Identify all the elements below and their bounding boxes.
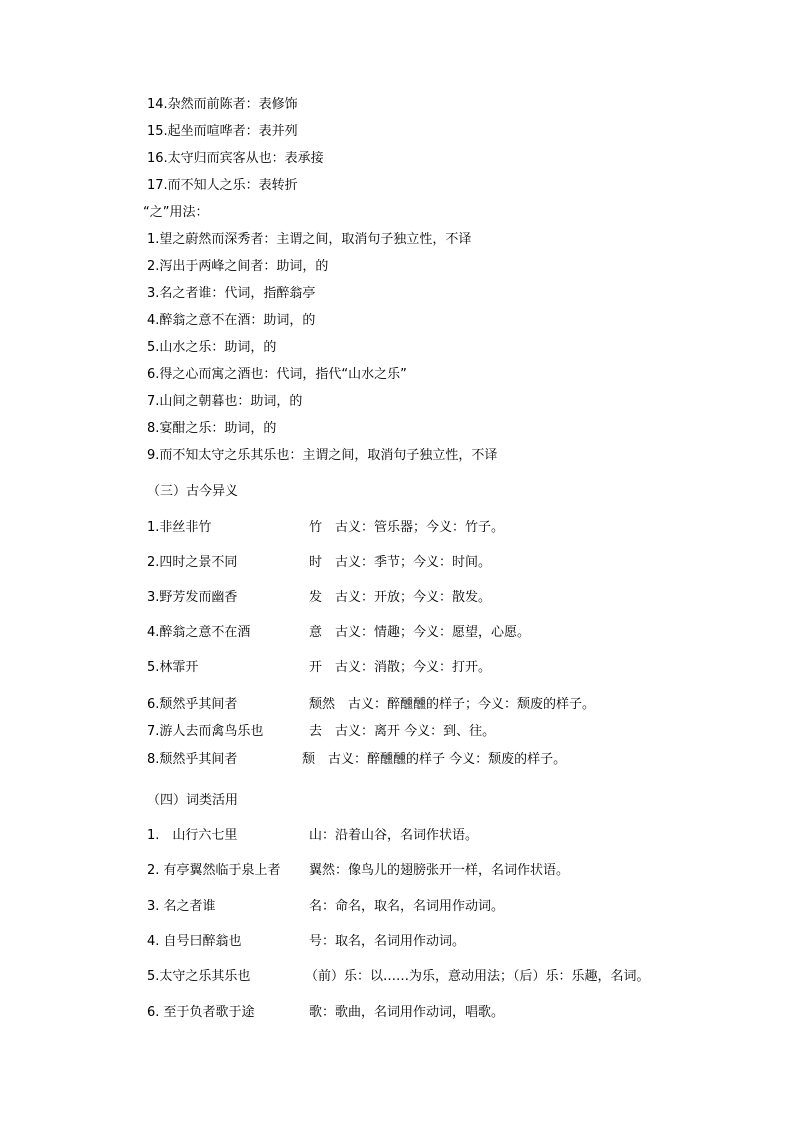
cilei-def-4: 号：取名，名词用作动词。	[309, 934, 466, 949]
gujin-heading: （三）古今异义	[147, 484, 239, 499]
er-usage-14: 14.杂然而前陈者：表修饰	[147, 97, 298, 112]
gujin-term-4: 4.醉翁之意不在酒	[147, 625, 251, 640]
cilei-term-3: 3. 名之者谁	[147, 899, 216, 914]
zhi-item-8: 8.宴酣之乐：助词，的	[147, 421, 277, 436]
er-usage-17: 17.而不知人之乐：表转折	[147, 178, 298, 193]
zhi-item-3: 3.名之者谁：代词，指醉翁亭	[147, 286, 316, 301]
cilei-heading: （四）词类活用	[147, 793, 239, 808]
cilei-term-5: 5.太守之乐其乐也	[147, 969, 251, 984]
zhi-item-5: 5.山水之乐：助词，的	[147, 340, 277, 355]
gujin-def-4: 意 古义：情趣；今义：愿望，心愿。	[309, 625, 531, 640]
er-usage-15: 15.起坐而喧哗者：表并列	[147, 124, 298, 139]
cilei-def-6: 歌：歌曲，名词用作动词，唱歌。	[309, 1005, 505, 1020]
cilei-def-2: 翼然：像鸟儿的翅膀张开一样，名词作状语。	[309, 863, 570, 878]
gujin-term-1: 1.非丝非竹	[147, 520, 212, 535]
er-usage-16: 16.太守归而宾客从也：表承接	[147, 151, 324, 166]
zhi-item-6: 6.得之心而寓之酒也：代词，指代“山水之乐”	[147, 367, 407, 382]
gujin-def-6: 颓然 古义：醉醺醺的样子；今义：颓废的样子。	[309, 697, 596, 712]
gujin-term-2: 2.四时之景不同	[147, 555, 238, 570]
cilei-def-5: （前）乐：以……为乐，意动用法；（后）乐：乐趣，名词。	[305, 969, 650, 984]
gujin-term-7: 7.游人去而禽鸟乐也	[147, 724, 264, 739]
gujin-term-6: 6.颓然乎其间者	[147, 697, 238, 712]
zhi-item-1: 1.望之蔚然而深秀者：主谓之间，取消句子独立性，不译	[147, 232, 472, 247]
gujin-def-5: 开 古义：消散；今义：打开。	[309, 660, 492, 675]
zhi-item-9: 9.而不知太守之乐其乐也：主谓之间，取消句子独立性，不译	[147, 448, 498, 463]
gujin-def-7: 去 古义：离开 今义：到、往。	[309, 724, 496, 739]
cilei-term-2: 2. 有亭翼然临于泉上者	[147, 863, 281, 878]
zhi-heading: “之”用法：	[143, 205, 209, 220]
cilei-def-3: 名：命名，取名，名词用作动词。	[309, 899, 505, 914]
gujin-term-5: 5.林霏开	[147, 660, 199, 675]
zhi-item-2: 2.泻出于两峰之间者：助词，的	[147, 259, 329, 274]
gujin-def-2: 时 古义：季节；今义：时间。	[309, 555, 492, 570]
cilei-term-4: 4. 自号曰醉翁也	[147, 934, 242, 949]
gujin-def-1: 竹 古义：管乐器；今义：竹子。	[309, 520, 505, 535]
cilei-def-1: 山：沿着山谷，名词作状语。	[309, 828, 479, 843]
zhi-item-4: 4.醉翁之意不在酒：助词，的	[147, 313, 316, 328]
cilei-term-1: 1. 山行六七里	[147, 828, 238, 843]
gujin-def-3: 发 古义：开放；今义：散发。	[309, 590, 492, 605]
gujin-term-3: 3.野芳发而幽香	[147, 590, 238, 605]
gujin-term-8: 8.颓然乎其间者	[147, 752, 238, 767]
cilei-term-6: 6. 至于负者歌于途	[147, 1005, 255, 1020]
zhi-item-7: 7.山间之朝暮也：助词，的	[147, 394, 303, 409]
gujin-def-8: 颓 古义：醉醺醺的样子 今义：颓废的样子。	[302, 752, 567, 767]
